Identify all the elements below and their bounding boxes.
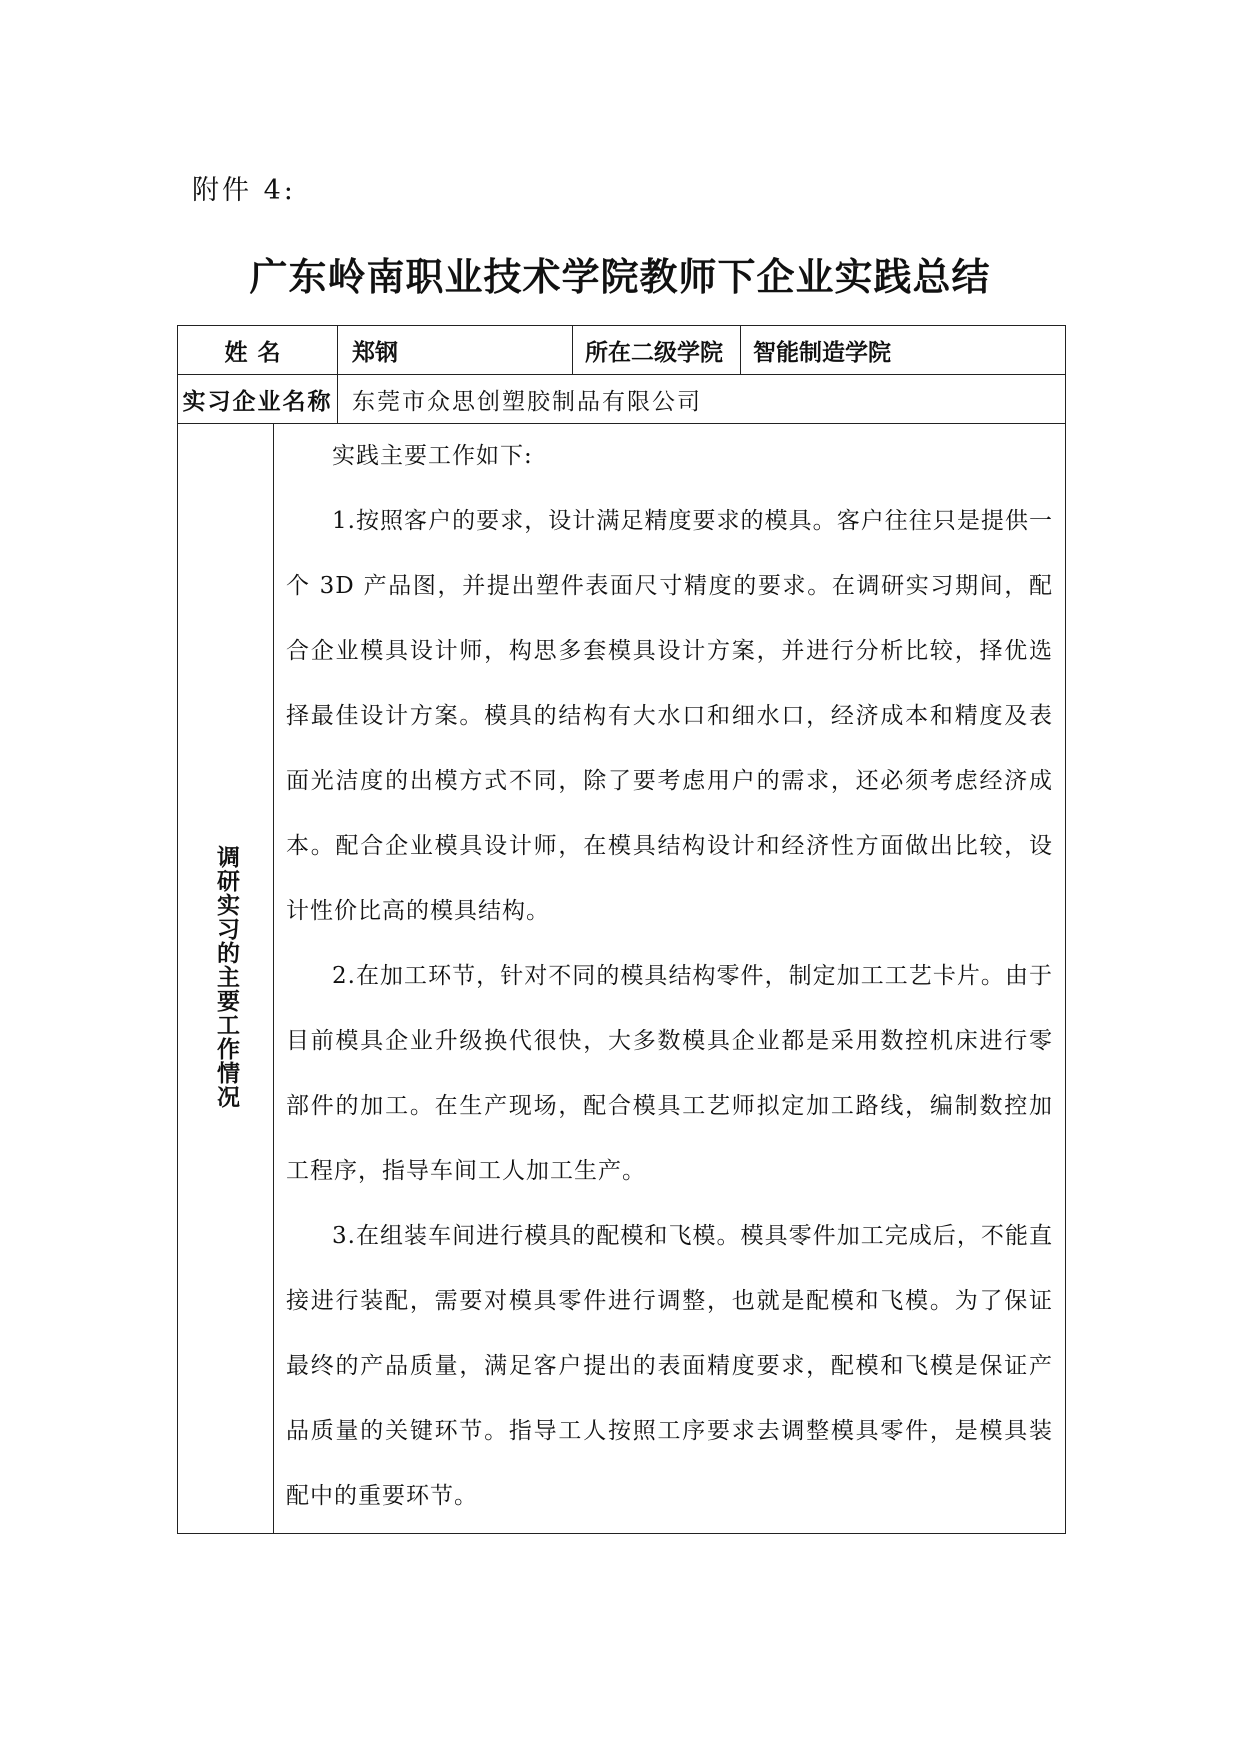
college-value: 智能制造学院 [741,326,1066,375]
company-value: 东莞市众思创塑胶制品有限公司 [338,375,1066,424]
paragraph-1: 1.按照客户的要求，设计满足精度要求的模具。客户往往只是提供一个 3D 产品图，并提出塑件表面尺寸精度的要求。在调研实习期间，配合企业模具设计师，构思多套模具设计方案，并进行分析比较，择优选择最佳设计方案。模具的结构有大水口和细水口，经济成本和精度及表面光洁度的出模方式不同，除了要考虑用户的需求，还必须考虑经济成本。配合企业模具设计师，在模具结构设计和经济性方面做出比较，设计性价比高的模具结构。 [286,508,1053,924]
paragraph-intro: 实践主要工作如下: [332,443,533,469]
table-row [178,326,1066,375]
summary-table [177,325,1066,1534]
annex-label: 附件 4: [192,175,296,206]
table-row [178,375,1066,424]
section-label: 调研实习的主要工作情况 [213,844,239,1109]
paragraph-3: 3.在组装车间进行模具的配模和飞模。模具零件加工完成后，不能直接进行装配，需要对模具零件进行调整，也就是配模和飞模。为了保证最终的产品质量，满足客户提出的表面精度要求，配模和飞模是保证产品质量的关键环节。指导工人按照工序要求去调整模具零件，是模具装配中的重要环节。 [286,1223,1053,1509]
name-value: 郑钢 [338,326,573,375]
work-content [274,424,1066,1534]
college-label: 所在二级学院 [573,326,741,375]
company-label: 实习企业名称 [178,375,338,424]
name-label: 姓名 [178,326,338,375]
section-label-cell [178,424,274,1534]
paragraph-2: 2.在加工环节，针对不同的模具结构零件，制定加工工艺卡片。由于目前模具企业升级换代很快，大多数模具企业都是采用数控机床进行零部件的加工。在生产现场，配合模具工艺师拟定加工路线，编制数控加工程序，指导车间工人加工生产。 [286,963,1053,1184]
table-row [178,424,1066,1534]
document-title: 广东岭南职业技术学院教师下企业实践总结 [249,255,991,299]
